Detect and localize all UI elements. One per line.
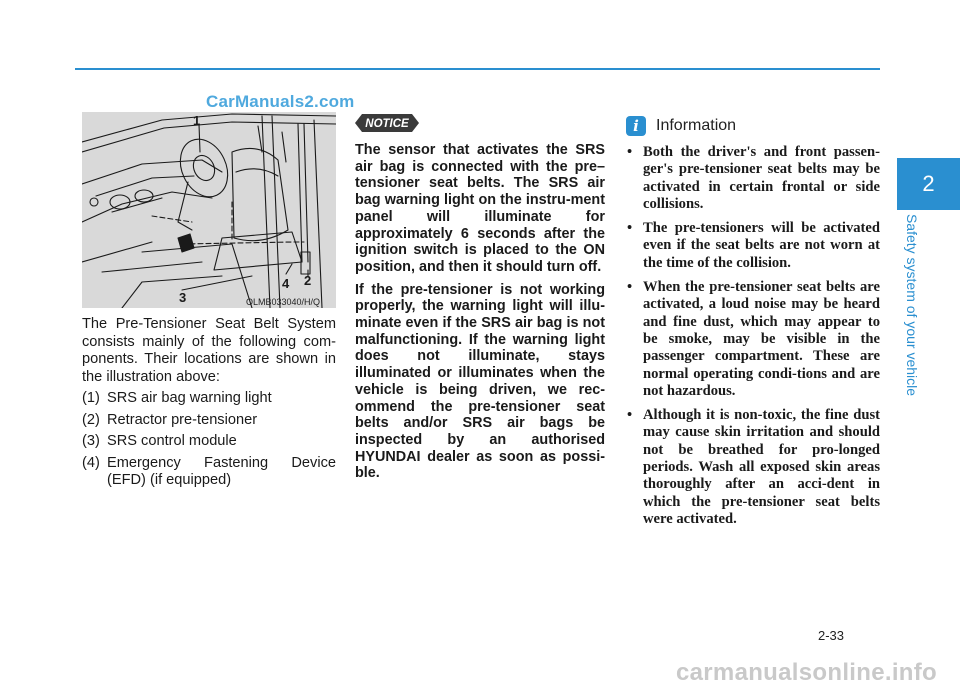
list-item xyxy=(82,390,336,408)
watermark-carmanualsonline: carmanualsonline.info xyxy=(676,659,938,686)
watermark-carmanuals2: CarManuals2.com xyxy=(206,92,355,111)
item-text: Emergency Fastening Device (EFD) (if equipped) xyxy=(107,454,336,488)
information-header xyxy=(626,116,736,136)
item-number: (3) xyxy=(82,433,100,449)
item-number: (1) xyxy=(82,390,100,406)
list-item: • The pre-tensioners will be activated even if the seat belts are not worn at the time of the collision. xyxy=(624,220,880,272)
list-item xyxy=(82,433,336,451)
header-rule xyxy=(75,68,880,70)
callout-3: 3 xyxy=(179,290,187,305)
item-text: SRS control module xyxy=(107,433,237,449)
car-interior-drawing xyxy=(82,112,336,308)
callout-1: 1 xyxy=(193,113,201,128)
list-item: • Although it is non-toxic, the fine dust may cause skin irritation and should not be breathed for pro-longed periods. Wash all exposed skin areas thoroughly after an acci-dent in which the pre-tensioner seat belts were activated. xyxy=(624,407,880,528)
notice-label: NOTICE xyxy=(365,118,409,130)
notice-column xyxy=(355,142,605,488)
information-list xyxy=(624,144,880,528)
information-column xyxy=(624,144,880,535)
item-text: Retractor pre-tensioner xyxy=(107,411,258,428)
list-item: • When the pre-tensioner seat belts are activated, a loud noise may be heard and fine dust, which may appear to be smoke, may be visible in the passenger compartment. These are normal operating condi-tions and are not hazardous. xyxy=(624,279,880,400)
list-item xyxy=(82,412,336,430)
notice-paragraph: The sensor that activates the SRS air bag is connected with the pre–tensioner seat belts. The SRS air bag warning light on the instru-ment panel will illuminate for approximately 6 seconds after the ignition switch is placed to the ON position, and then it should turn off. xyxy=(355,142,605,275)
notice-badge xyxy=(355,114,419,132)
item-number: (4) xyxy=(82,454,100,471)
information-title: Information xyxy=(656,117,737,134)
info-icon: i xyxy=(626,116,646,136)
callout-4: 4 xyxy=(282,276,290,291)
list-item xyxy=(82,455,336,490)
list-item: • Both the driver's and front passen-ger's pre-tensioner seat belts may be activated in certain frontal or side collisions. xyxy=(624,144,880,213)
components-intro: The Pre-Tensioner Seat Belt System consists mainly of the following com-ponents. Their locations are shown in the illustration above: xyxy=(82,316,336,385)
page-number: 2-33 xyxy=(818,628,845,643)
item-text: SRS air bag warning light xyxy=(107,390,272,406)
item-number: (2) xyxy=(82,411,100,428)
illustration-code: OLMB033040/H/Q xyxy=(246,297,321,307)
seat-belt-illustration xyxy=(82,112,336,308)
components-list xyxy=(82,390,336,490)
chapter-label xyxy=(896,210,928,400)
chapter-title: Safety system of your vehicle xyxy=(904,213,921,397)
callout-2: 2 xyxy=(304,273,312,288)
components-column xyxy=(82,316,336,494)
chapter-tab: 2 xyxy=(897,158,960,210)
notice-paragraph: If the pre-tensioner is not working properly, the warning light will illu-minate even if the SRS air bag is not malfunctioning. If the warning light does not illuminate, stays illuminated or illuminates when the vehicle is being driven, we rec-ommend the pre-tensioner seat belts and/or SRS air bags be inspected by an authorised HYUNDAI dealer as soon as possi-ble. xyxy=(355,281,605,482)
